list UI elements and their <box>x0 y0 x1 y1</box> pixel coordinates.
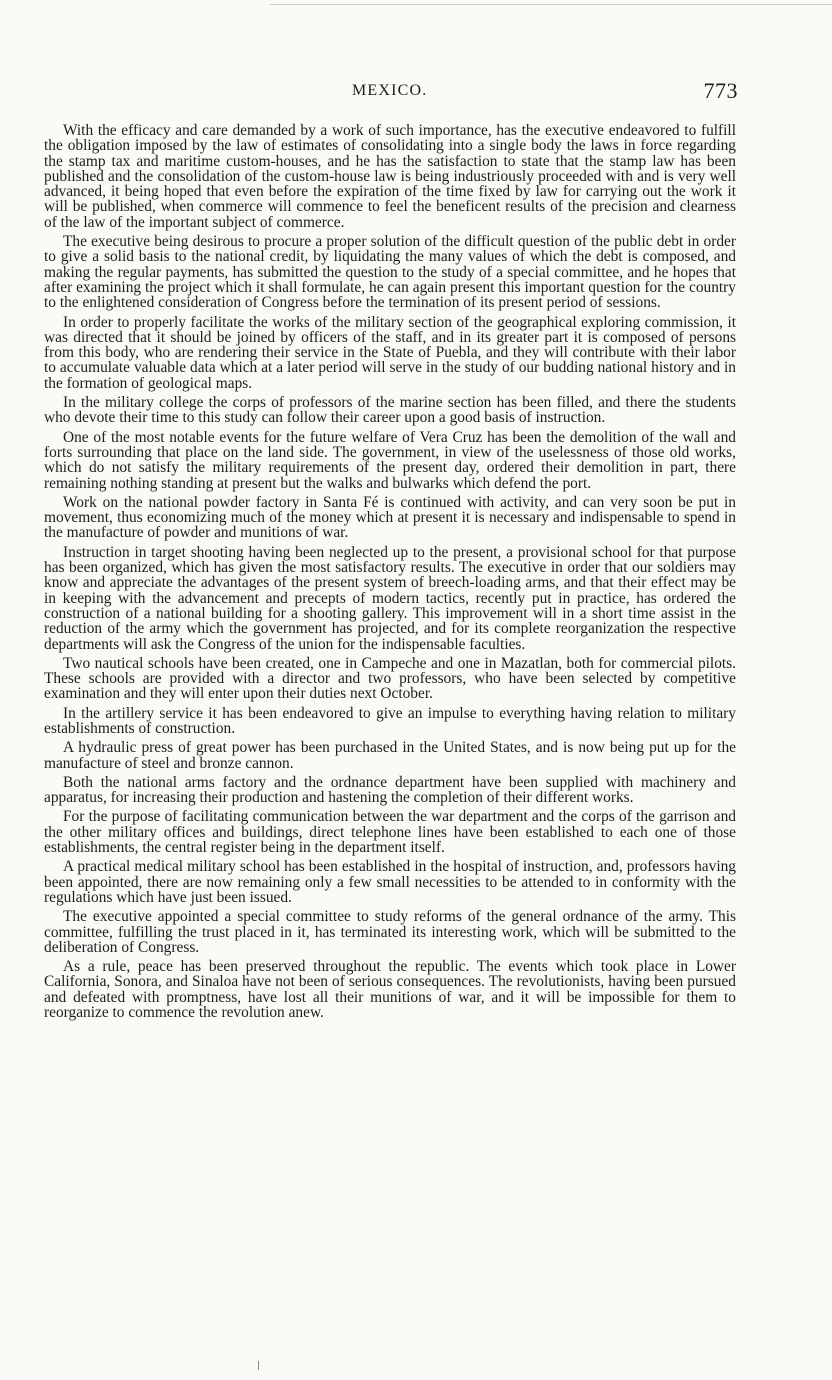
paragraph-artillery: In the artillery service it has been endeavored to give an impulse to everything having relation to military establishments of construction. <box>44 704 736 737</box>
paragraph-public-debt: The executive being desirous to procure a proper solution of the difficult question of the public debt in order to give a solid basis to the national credit, by liquidating the many values of which the debt is composed, and making the regular payments, has submitted the question to the study of a special committee, and he hopes that after examining the project which it shall formulate, he can again present this important question for the country to the enlightened consideration of Congress before the termination of its present period of sessions. <box>44 233 736 312</box>
paragraph-nautical-schools: Two nautical schools have been created, one in Campeche and one in Mazatlan, both for commercial pilots. These schools are provided with a director and two professors, who have been selected by competitive examination and they will enter upon their duties next October. <box>44 654 736 703</box>
running-title: MEXICO. <box>352 82 428 99</box>
paragraph-powder-factory: Work on the national powder factory in Santa Fé is continued with activity, and can very soon be put in movement, thus economizing much of the money which at present it is necessary and indispensable to spend in the manufacture of powder and munitions of war. <box>44 493 736 542</box>
paragraph-arms-factory: Both the national arms factory and the ordnance department have been supplied with machinery and apparatus, for increasing their production and hastening the completion of their different works. <box>44 773 736 807</box>
paragraph-target-shooting: Instruction in target shooting having been neglected up to the present, a provisional school for that purpose has been organized, which has given the most satisfactory results. The executive in order that our soldiers may know and appreciate the advantages of the present system of breech-loading arms, and that their effect may be in keeping with the advancement and precepts of modern tactics, recently put in practice, has ordered the construction of a national building for a shooting gallery. This improvement will in a short time assist in the reduction of the army which the government has projected, and for its complete reorganization the respective departments will ask the Congress of the union for the indispensable faculties. <box>44 543 736 653</box>
paragraph-geographical-commission: In order to properly facilitate the works of the military section of the geographical exploring commission, it was directed that it should be joined by officers of the staff, and in its greater part it is composed of persons from this body, who are rendering their service in the State of Puebla, and they will contribute with their labor to accumulate valuable data which at a later period will serve in the study of our budding national history and in the formation of geological maps. <box>44 313 736 392</box>
body-text <box>44 123 736 1020</box>
paragraph-telephone-lines: For the purpose of facilitating communication between the war department and the corps of the garrison and the other military offices and buildings, direct telephone lines have been established to each one of those establishments, the central register being in the department itself. <box>44 808 736 857</box>
running-head <box>0 78 832 103</box>
paragraph-medical-school: A practical medical military school has been established in the hospital of instruction, and, professors having been appointed, there are now remaining only a few small necessities to be attended to in conformity with the regulations which have just been issued. <box>44 858 736 906</box>
page-number: 773 <box>703 78 738 103</box>
paragraph-peace: As a rule, peace has been preserved throughout the republic. The events which took place in Lower California, Sonora, and Sinaloa have not been of serious consequences. The revolutionists, having been pursued and defeated with promptness, have lost all their munitions of war, and it will be impossible for them to reorganize to commence the revolution anew. <box>44 958 736 1022</box>
scan-speck <box>258 1361 259 1370</box>
paragraph-military-college: In the military college the corps of professors of the marine section has been filled, and there the students who devote their time to this study can follow their career upon a good basis of instruction. <box>44 394 736 427</box>
paragraph-vera-cruz: One of the most notable events for the future welfare of Vera Cruz has been the demolition of the wall and forts surrounding that place on the land side. The government, in view of the uselessness of those old works, which do not satisfy the military requirements of the present day, ordered their demolition in part, there remaining nothing standing at present but the walks and bulwarks which defend the port. <box>44 428 736 492</box>
paragraph-ordnance-committee: The executive appointed a special committee to study reforms of the general ordnance of the army. This committee, fulfilling the trust placed in it, has terminated its interesting work, which will be submitted to the deliberation of Congress. <box>44 908 736 956</box>
paragraph-stamp-law: With the efficacy and care demanded by a work of such importance, has the executive endeavored to fulfill the obligation imposed by the law of estimates of consolidating into a single body the laws in force regarding the stamp tax and maritime custom-houses, and he has the satisfaction to state that the stamp law has been published and the consolidation of the custom-house law is being industriously proceeded with and is very well advanced, it being hoped that even before the expiration of the time fixed by law for carrying out the work it will be published, when commerce will commence to feel the beneficent results of the precision and clearness of the law of the important subject of commerce. <box>44 122 736 231</box>
top-edge-rule <box>270 4 832 5</box>
paragraph-hydraulic-press: A hydraulic press of great power has been purchased in the United States, and is now being put up for the manufacture of steel and bronze cannon. <box>44 739 736 772</box>
